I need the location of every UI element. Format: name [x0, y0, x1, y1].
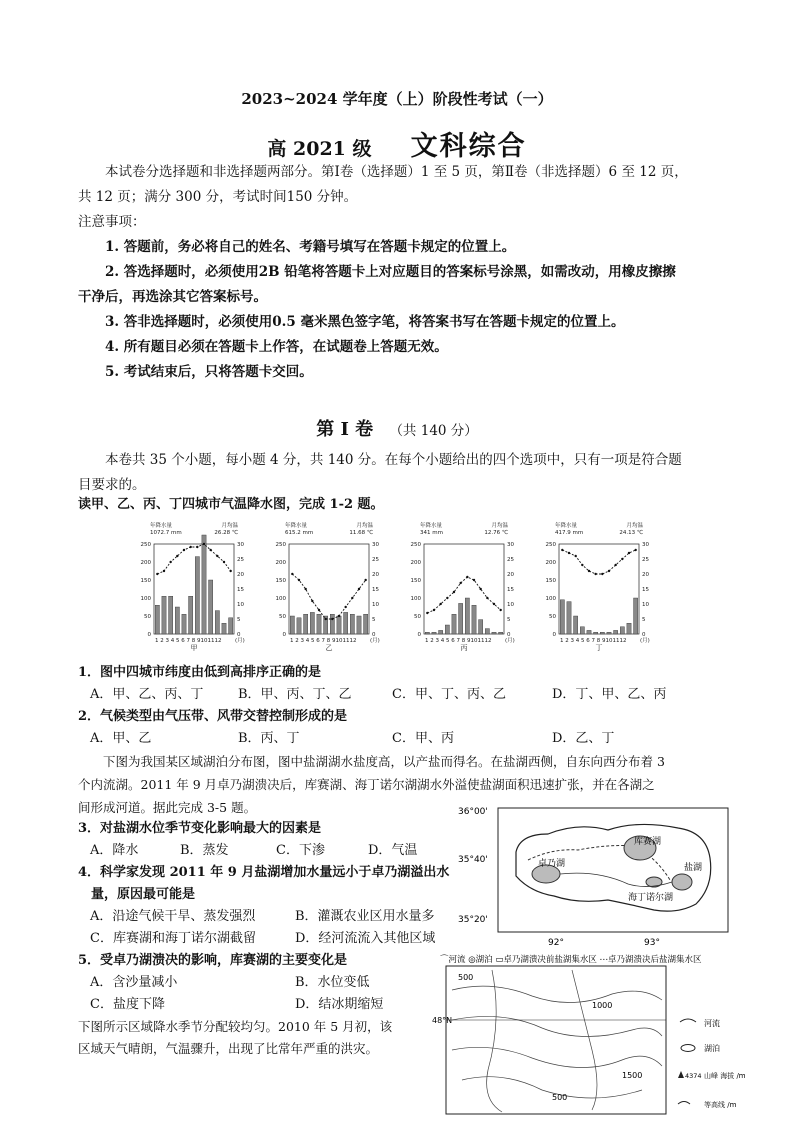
flood-map-frame: [446, 966, 666, 1114]
month-axis-labels: 1 2 3 4 5 6 7 8 9101112: [290, 638, 357, 644]
precip-tick-label: 150: [275, 578, 286, 584]
temp-tick-label: 20: [642, 572, 649, 578]
precip-tick-label: 250: [275, 542, 286, 548]
precip-bar: [594, 632, 598, 634]
passage-flood: [78, 1016, 438, 1060]
lake-legend-icon: [681, 1045, 695, 1052]
precip-tick-label: 100: [275, 596, 286, 602]
temp-point: [581, 564, 583, 566]
temp-point: [634, 549, 636, 551]
temp-point: [189, 546, 191, 548]
precip-tick-label: 200: [410, 560, 421, 566]
q2-options: [90, 728, 690, 750]
notice-item: 5. 考试结束后，只将答题卡交回。: [105, 364, 313, 380]
precip-bar: [479, 620, 483, 634]
temp-point: [203, 543, 205, 545]
precip-bar: [425, 632, 429, 634]
precip-bar: [634, 598, 638, 634]
chart-name: 乙: [325, 644, 333, 652]
temp-point: [486, 597, 488, 599]
temp-tick-label: 30: [507, 542, 514, 548]
precip-tick-label: 0: [417, 632, 421, 638]
precip-tick-label: 250: [545, 542, 556, 548]
month-axis-labels: 1 2 3 4 5 6 7 8 9101112: [155, 638, 222, 644]
temp-tick-label: 20: [372, 572, 379, 578]
precip-bar: [229, 618, 233, 634]
precip-tick-label: 150: [545, 578, 556, 584]
precip-bar: [317, 614, 321, 634]
precip-bar: [189, 596, 193, 634]
intro-line: 本试卷分选择题和非选择题两部分。第Ⅰ卷（选择题）1 至 5 页，第Ⅱ卷（非选择题）6 至 12 页，: [105, 164, 688, 180]
month-axis-labels: 1 2 3 4 5 6 7 8 9101112: [425, 638, 492, 644]
option[interactable]: A．甲、乙: [90, 731, 152, 746]
peak-value: 4374: [685, 1072, 702, 1080]
temp-tick-label: 0: [507, 632, 511, 638]
lat-label: 35°20': [458, 915, 488, 925]
precip-tick-label: 0: [282, 632, 286, 638]
lat-label: 48°N: [432, 1016, 453, 1025]
precip-bar: [587, 630, 591, 634]
lake-label: 库赛湖: [634, 837, 662, 847]
avg-temp-label: 月均温: [356, 523, 373, 529]
avg-temp-label: 月均温: [221, 523, 238, 529]
precip-bar: [452, 614, 456, 634]
precip-bar: [155, 605, 159, 634]
precip-bar: [499, 632, 503, 634]
temp-point: [601, 573, 603, 575]
temp-point: [594, 573, 596, 575]
lake-map-legend: ⌒河流 ◎湖泊 ▭卓乃湖溃决前盐湖集水区 ⋯卓乃湖溃决后盐湖集水区: [440, 955, 702, 965]
temp-tick-label: 20: [237, 572, 244, 578]
temp-point: [614, 564, 616, 566]
subject-line: [0, 124, 794, 163]
precip-bar: [472, 605, 476, 634]
temp-tick-label: 10: [372, 602, 379, 608]
passage-line: 区域天气晴朗，气温骤升，出现了比常年严重的洪灾。: [78, 1041, 379, 1056]
temp-point: [223, 561, 225, 563]
contour-legend-icon: [678, 1102, 690, 1105]
precip-bar: [215, 611, 219, 634]
contour-label: 1500: [622, 1071, 643, 1080]
passage-line: 下图所示区域降水季节分配较均匀。2010 年 5 月初，该: [78, 1019, 393, 1034]
month-unit: (月): [640, 638, 650, 644]
precip-tick-label: 150: [410, 578, 421, 584]
temp-point: [338, 615, 340, 617]
precip-tick-label: 0: [552, 632, 556, 638]
temp-tick-label: 15: [507, 587, 514, 593]
temp-tick-label: 0: [372, 632, 376, 638]
precip-tick-label: 50: [144, 614, 151, 620]
precip-bar: [202, 535, 206, 634]
precip-bar: [492, 632, 496, 634]
notice-item: 1. 答题前，务必将自己的姓名、考籍号填写在答题卡规定的位置上。: [105, 239, 516, 255]
temp-point: [628, 552, 630, 554]
temp-point: [453, 591, 455, 593]
question-4: [78, 862, 449, 906]
precip-tick-label: 50: [279, 614, 286, 620]
precip-bar: [310, 612, 314, 634]
notice-item: 干净后，再选涂其它答案标号。: [78, 289, 267, 305]
precip-tick-label: 200: [140, 560, 151, 566]
intro-line: 共 12 页；满分 300 分，考试时间150 分钟。: [78, 189, 358, 205]
temp-point: [209, 549, 211, 551]
question-1: 1．图中四城市纬度由低到高排序正确的是: [78, 665, 322, 680]
option[interactable]: D．乙、丁: [552, 731, 615, 746]
precip-bar: [364, 614, 368, 634]
lake-label: 卓乃湖: [538, 859, 566, 869]
precip-bar: [567, 602, 571, 634]
lat-label: 35°40': [458, 855, 488, 865]
temp-point: [493, 603, 495, 605]
temp-tick-label: 20: [507, 572, 514, 578]
precip-tick-label: 200: [275, 560, 286, 566]
temp-point: [426, 612, 428, 614]
precip-bar: [600, 632, 604, 634]
temp-point: [588, 570, 590, 572]
temp-point: [358, 588, 360, 590]
precip-bar: [357, 616, 361, 634]
temp-tick-label: 30: [642, 542, 649, 548]
passage-line: 间形成河道。据此完成 3-5 题。: [78, 800, 257, 815]
temp-tick-label: 15: [642, 587, 649, 593]
question-3: 3．对盐湖水位季节变化影响最大的因素是: [78, 821, 322, 836]
section-desc: [78, 448, 718, 498]
precip-bar: [459, 603, 463, 634]
section-heading: [0, 415, 794, 441]
annual-precip-label: 年降水量: [150, 523, 173, 529]
temp-tick-label: 10: [642, 602, 649, 608]
temp-line: [427, 577, 500, 613]
avg-temp-value: 24.13 ℃: [619, 530, 643, 536]
month-unit: (月): [235, 638, 245, 644]
flood-map: [432, 950, 772, 1118]
precip-bar: [350, 614, 354, 634]
temp-point: [304, 588, 306, 590]
precip-bar: [222, 623, 226, 634]
temp-tick-label: 5: [372, 617, 376, 623]
precip-bar: [580, 627, 584, 634]
temp-tick-label: 15: [372, 587, 379, 593]
precip-bar: [304, 614, 308, 634]
temp-point: [473, 579, 475, 581]
lake-salt: [672, 874, 692, 890]
option[interactable]: C．盐度下降: [90, 997, 165, 1012]
section-desc-line: 本卷共 35 个小题，每小题 4 分，共 140 分。在每个小题给出的四个选项中，只有一项是符合题: [105, 452, 682, 468]
section-title: 第 Ⅰ 卷: [316, 419, 374, 440]
subject-label: 文科综合: [410, 131, 527, 162]
temp-line: [562, 550, 635, 574]
option[interactable]: D．气温: [368, 843, 418, 858]
grade-label: 高 2021 级: [267, 138, 372, 160]
annual-precip-label: 年降水量: [555, 523, 578, 529]
temp-tick-label: 25: [507, 557, 514, 563]
passage-line: 下图为我国某区域湖泊分布图，图中盐湖湖水盐度高，以产盐而得名。在盐湖西侧，自东向西分布着 3: [103, 754, 665, 769]
option[interactable]: B．灌溉农业区用水量多: [295, 909, 435, 924]
option[interactable]: C．库赛湖和海丁诺尔湖截留: [90, 931, 256, 946]
flood-map-svg: [432, 950, 772, 1118]
precip-bar: [620, 627, 624, 634]
contour-label: 500: [552, 1093, 568, 1102]
option[interactable]: C．甲、丙: [392, 731, 454, 746]
lake-map: [458, 800, 738, 950]
precip-bar: [445, 625, 449, 634]
precip-bar: [169, 596, 173, 634]
annual-precip-label: 年降水量: [285, 523, 308, 529]
lat-label: 36°00': [458, 807, 488, 817]
temp-point: [196, 546, 198, 548]
option[interactable]: A．降水: [90, 843, 139, 858]
temp-point: [561, 549, 563, 551]
temp-tick-label: 25: [237, 557, 244, 563]
annual-precip-label: 年降水量: [420, 523, 443, 529]
precip-bar: [432, 632, 436, 634]
temp-point: [311, 600, 313, 602]
month-unit: (月): [505, 638, 515, 644]
section-desc-line: 目要求的。: [78, 477, 146, 493]
precip-bar: [209, 580, 213, 634]
precip-bar: [330, 614, 334, 634]
lake-map-svg: [458, 800, 738, 950]
option[interactable]: D．经河流流入其他区域: [295, 931, 436, 946]
notice-title: 注意事项：: [78, 214, 146, 230]
temp-point: [574, 555, 576, 557]
exam-title: 2023~2024 学年度（上）阶段性考试（一）: [241, 90, 553, 108]
precip-bar: [627, 623, 631, 634]
option[interactable]: B．甲、丙、丁、乙: [238, 687, 352, 702]
question-5: 5．受卓乃湖溃决的影响，库赛湖的主要变化是: [78, 953, 348, 968]
temp-point: [176, 555, 178, 557]
option[interactable]: B．水位变低: [295, 975, 370, 990]
lon-label: 92°: [548, 938, 564, 948]
precip-tick-label: 100: [140, 596, 151, 602]
temp-point: [324, 618, 326, 620]
temp-point: [466, 576, 468, 578]
precip-bar: [290, 616, 294, 634]
precip-bar: [560, 600, 564, 634]
q5-options: [90, 972, 430, 1016]
precip-bar: [465, 598, 469, 634]
temp-tick-label: 30: [372, 542, 379, 548]
precip-bar: [439, 630, 443, 634]
precip-tick-label: 250: [140, 542, 151, 548]
annual-precip-value: 615.2 mm: [285, 530, 314, 536]
temp-point: [621, 558, 623, 560]
lake-label: 海丁诺尔湖: [628, 893, 674, 903]
temp-point: [291, 573, 293, 575]
temp-line: [157, 544, 230, 574]
contour-label: 1000: [592, 1001, 613, 1010]
climate-charts-svg: [130, 520, 670, 655]
annual-precip-value: 417.9 mm: [555, 530, 584, 536]
peak-legend-icon: [678, 1071, 684, 1078]
river-legend-icon: [680, 1019, 696, 1022]
temp-point: [568, 552, 570, 554]
avg-temp-value: 26.28 ℃: [214, 530, 238, 536]
precip-bar: [297, 618, 301, 634]
option[interactable]: B．丙、丁: [238, 731, 300, 746]
temp-point: [156, 573, 158, 575]
legend: [678, 1018, 746, 1109]
notice-item: 3. 答非选择题时，必须使用0.5 毫米黑色签字笔，将答案书写在答题卡规定的位置上。: [105, 314, 625, 330]
precip-bar: [195, 557, 199, 634]
q4-line: 4．科学家发现 2011 年 9 月盐湖增加水量远小于卓乃湖溢出水: [78, 865, 450, 880]
temp-point: [439, 603, 441, 605]
section-subtitle: （共 140 分）: [389, 423, 478, 439]
temp-point: [318, 609, 320, 611]
temp-point: [499, 609, 501, 611]
precip-bar: [607, 632, 611, 634]
temp-point: [298, 579, 300, 581]
precip-tick-label: 150: [140, 578, 151, 584]
temp-tick-label: 0: [237, 632, 241, 638]
temp-tick-label: 25: [642, 557, 649, 563]
q4-line: 量，原因最可能是: [91, 887, 196, 902]
temp-point: [344, 606, 346, 608]
temp-tick-label: 5: [507, 617, 511, 623]
notice-item: 2. 答选择题时，必须使用2B 铅笔将答题卡上对应题目的答案标号涂黑，如需改动，用橡皮擦擦: [105, 264, 676, 280]
temp-point: [229, 570, 231, 572]
chart-name: 甲: [190, 644, 198, 652]
option[interactable]: A．含沙量减小: [90, 975, 178, 990]
option[interactable]: A．沿途气候干旱、蒸发强烈: [90, 909, 256, 924]
temp-point: [364, 579, 366, 581]
lake-label: 盐湖: [684, 863, 703, 873]
precip-bar: [344, 612, 348, 634]
q4-options: [90, 906, 470, 950]
option[interactable]: A．甲、乙、丙、丁: [90, 687, 204, 702]
lon-label: 93°: [644, 938, 660, 948]
month-axis-labels: 1 2 3 4 5 6 7 8 9101112: [560, 638, 627, 644]
month-unit: (月): [370, 638, 380, 644]
legend-label: 河流: [704, 1019, 720, 1028]
precip-bar: [337, 616, 341, 634]
precip-bar: [614, 630, 618, 634]
temp-tick-label: 5: [237, 617, 241, 623]
temp-tick-label: 10: [237, 602, 244, 608]
temp-tick-label: 25: [372, 557, 379, 563]
question-2: 2．气候类型由气压带、风带交替控制形成的是: [78, 709, 348, 724]
q1-options: [90, 684, 690, 706]
chart-frame: [424, 544, 504, 634]
temp-tick-label: 30: [237, 542, 244, 548]
temp-point: [446, 597, 448, 599]
legend-label: 山峰 海拔 /m: [704, 1072, 746, 1080]
intro-block: [78, 160, 718, 385]
precip-bar: [175, 607, 179, 634]
temp-point: [331, 618, 333, 620]
temp-tick-label: 5: [642, 617, 646, 623]
precip-tick-label: 100: [410, 596, 421, 602]
option[interactable]: C．甲、丁、丙、乙: [392, 687, 506, 702]
temp-point: [433, 609, 435, 611]
precip-bar: [162, 596, 166, 634]
chart-name: 丙: [460, 644, 468, 652]
precip-bar: [485, 629, 489, 634]
avg-temp-value: 12.76 ℃: [484, 530, 508, 536]
temp-point: [459, 582, 461, 584]
precip-bar: [574, 616, 578, 634]
temp-point: [183, 549, 185, 551]
climate-charts: [130, 520, 670, 655]
temp-point: [608, 570, 610, 572]
avg-temp-value: 11.68 ℃: [349, 530, 373, 536]
annual-precip-value: 341 mm: [420, 530, 443, 536]
passage-line: 个内流湖。2011 年 9 月卓乃湖溃决后，库赛湖、海丁诺尔湖湖水外溢使盐湖面积迅速扩张，并在各湖之: [78, 777, 655, 792]
temp-point: [163, 570, 165, 572]
contour-label: 500: [458, 973, 474, 982]
notice-item: 4. 所有题目必须在答题卡上作答，在试题卷上答题无效。: [105, 339, 448, 355]
precip-tick-label: 100: [545, 596, 556, 602]
temp-tick-label: 10: [507, 602, 514, 608]
chart-name: 丁: [595, 644, 603, 652]
avg-temp-label: 月均温: [491, 523, 508, 529]
legend-label: 等高线 /m: [704, 1101, 737, 1109]
legend-label: 湖泊: [704, 1044, 720, 1053]
option[interactable]: C．下渗: [276, 843, 325, 858]
precip-tick-label: 0: [147, 632, 151, 638]
precip-tick-label: 200: [545, 560, 556, 566]
option[interactable]: D．结冰期缩短: [295, 997, 384, 1012]
temp-tick-label: 0: [642, 632, 646, 638]
temp-point: [169, 561, 171, 563]
temp-tick-label: 15: [237, 587, 244, 593]
temp-line: [292, 574, 365, 619]
temp-point: [351, 597, 353, 599]
precip-tick-label: 250: [410, 542, 421, 548]
option[interactable]: B．蒸发: [180, 843, 229, 858]
avg-temp-label: 月均温: [626, 523, 643, 529]
temp-point: [216, 555, 218, 557]
annual-precip-value: 1072.7 mm: [150, 530, 182, 536]
question-lead: 读甲、乙、丙、丁四城市气温降水图，完成 1-2 题。: [78, 497, 384, 512]
precip-tick-label: 50: [549, 614, 556, 620]
q3-options: [90, 840, 430, 862]
precip-bar: [182, 614, 186, 634]
precip-tick-label: 50: [414, 614, 421, 620]
temp-point: [479, 588, 481, 590]
option[interactable]: D．丁、甲、乙、丙: [552, 687, 667, 702]
